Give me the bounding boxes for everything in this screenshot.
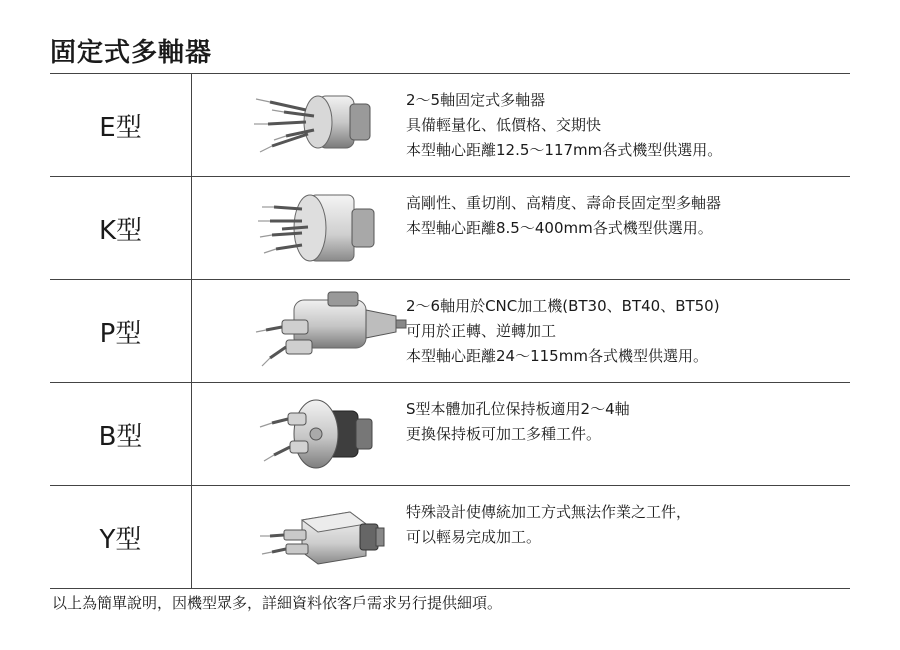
product-image-p <box>210 288 430 374</box>
description-line: 2～6軸用於CNC加工機(BT30、BT40、BT50) <box>406 297 720 315</box>
product-image-k <box>210 185 430 271</box>
table-row-k <box>50 176 850 279</box>
description-line: 特殊設計使傳統加工方式無法作業之工件， <box>406 503 692 521</box>
description-line: 本型軸心距離24～115mm各式機型供選用。 <box>406 347 708 365</box>
page-title: 固定式多軸器 <box>50 38 213 68</box>
description-p <box>406 294 836 369</box>
product-image-b <box>210 391 430 477</box>
table-row-e <box>50 73 850 176</box>
product-image-y <box>210 494 430 580</box>
description-line: 具備輕量化、低價格、交期快 <box>406 116 602 134</box>
description-line: 可以輕易完成加工。 <box>406 528 542 546</box>
description-line: 本型軸心距離12.5～117mm各式機型供選用。 <box>406 141 723 159</box>
description-line: 本型軸心距離8.5～400mm各式機型供選用。 <box>406 219 713 237</box>
description-line: 高剛性、重切削、高精度、壽命長固定型多軸器 <box>406 194 722 212</box>
table-row-b <box>50 382 850 485</box>
product-table <box>50 73 850 589</box>
description-b <box>406 397 836 447</box>
description-e <box>406 88 836 163</box>
description-y <box>406 500 836 550</box>
type-label-b: B型 <box>50 383 192 485</box>
description-line: 可用於正轉、逆轉加工 <box>406 322 557 340</box>
type-label-e: E型 <box>50 74 192 176</box>
type-label-k: K型 <box>50 177 192 279</box>
description-k <box>406 191 836 241</box>
description-line: S型本體加孔位保持板適用2～4軸 <box>406 400 630 418</box>
product-image-e <box>210 82 430 168</box>
description-line: 更換保持板可加工多種工件。 <box>406 425 602 443</box>
footnote: 以上為簡單說明，因機型眾多，詳細資料依客戶需求另行提供細項。 <box>52 594 503 612</box>
type-label-y: Y型 <box>50 486 192 588</box>
description-line: 2～5軸固定式多軸器 <box>406 91 546 109</box>
type-label-p: P型 <box>50 280 192 382</box>
table-row-p <box>50 279 850 382</box>
table-row-y <box>50 485 850 589</box>
